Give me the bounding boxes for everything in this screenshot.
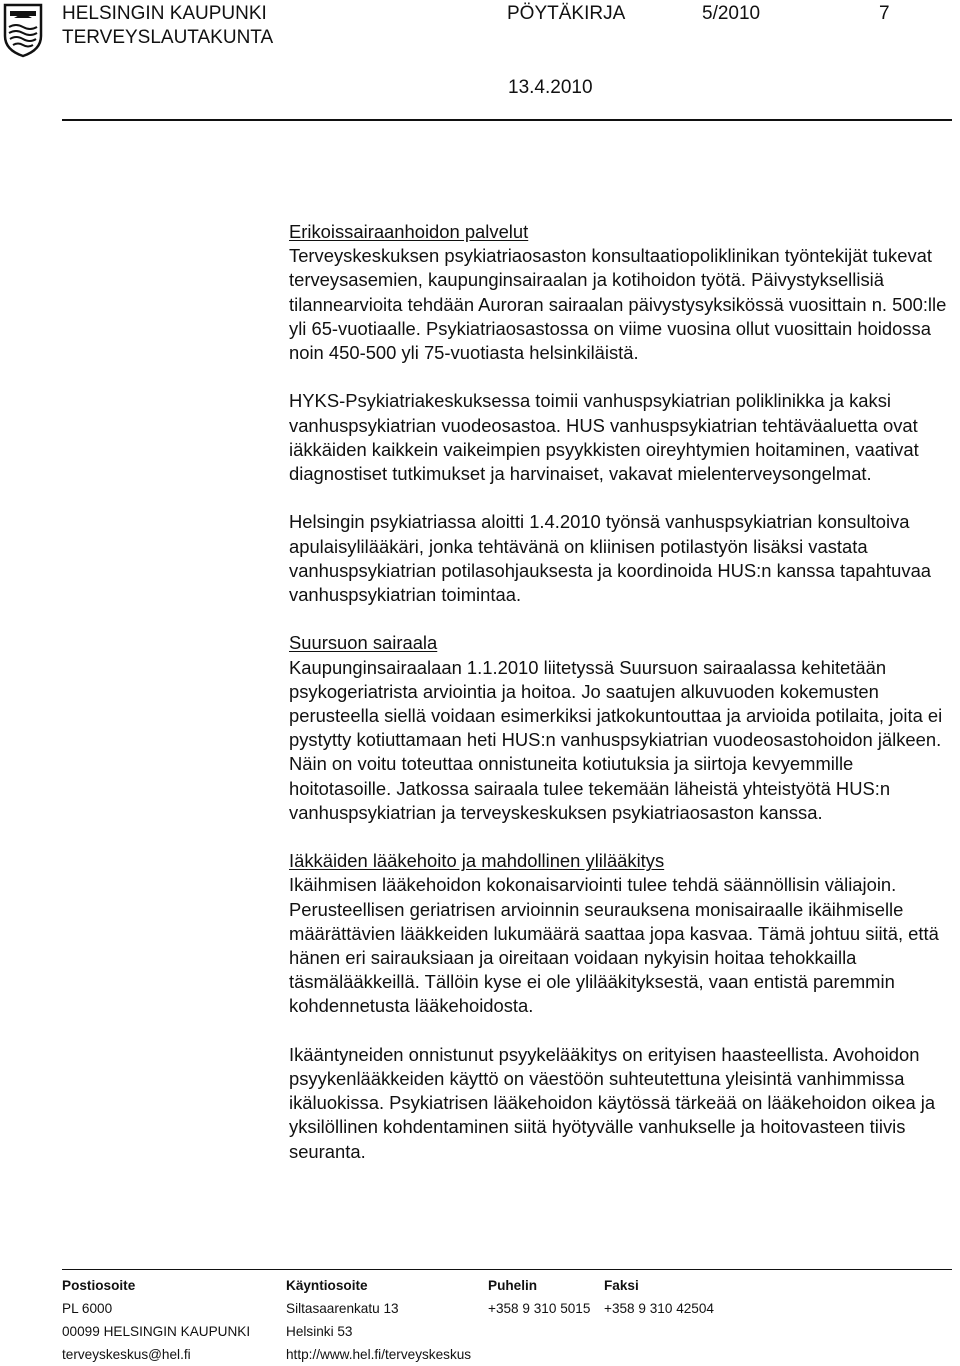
section-heading-specialist-care: Erikoissairaanhoidon palvelut (289, 221, 529, 242)
paragraph: Ikääntyneiden onnistunut psyykelääkitys on erityisen haasteellista. Avohoidon psyykenlääkkeiden käyttö on väestöön suhteutettuna yleisintä vanhimmissa ikäluokissa. Psykiatrisen lääkehoidon käytössä tärkeää on lääkehoidon oikea ja yksilöllinen kohdentaminen siitä hyötyvälle vanhukselle ja hoitovasteen tiivis seuranta. (289, 1043, 936, 1162)
paragraph: HYKS-Psykiatriakeskuksessa toimii vanhuspsykiatrian poliklinikka ja kaksi vanhuspsykiatrian vuodeosastoa. HUS vanhuspsykiatrian tehtäväaluetta ovat iäkkäiden kaikkein vaikeimpien psyykkisten oireyhtymien hoitaminen, vaativat diagnostiset tutkimukset ja harvinaiset, vakavat mielenterveysongelmat. (289, 390, 919, 485)
footer-value: PL 6000 (62, 1301, 113, 1316)
board-name: TERVEYSLAUTAKUNTA (62, 27, 274, 48)
footer-label: Postiosoite (62, 1278, 136, 1293)
footer-divider (62, 1269, 952, 1270)
section-heading-suursuo: Suursuon sairaala (289, 632, 438, 654)
paragraph: Kaupunginsairaalaan 1.1.2010 liitetyssä Suursuon sairaalassa kehitetään psykogeriatrista arviointia ja hoitoa. Jo saatujen alkuvuoden kokemusten perusteella siellä voidaan esimerkiksi jatkokuntouttaa ja arvioida potilaita, joita ei pystytty kotiuttamaan heti HUS:n vanhuspsykiatrian vuodeosastohoidon jälkeen. Näin on voitu toteuttaa onnistuneita kotiutuksia ja siirtoja kevyemmille hoitotasoille. Jatkossa sairaala tulee tekemään läheistä yhteistyötä HUS:n vanhuspsykiatrian ja terveyskeskuksen psykiatriaosaston kanssa. (289, 656, 943, 823)
page-number: 7 (879, 3, 890, 24)
footer-phone (488, 1274, 590, 1320)
footer-value: +358 9 310 5015 (488, 1301, 591, 1316)
helsinki-crest-logo (2, 2, 44, 58)
paragraph: Ikäihmisen lääkehoidon kokonaisarviointi tulee tehdä säännöllisin väliajoin. Perusteellisen geriatrisen arvioinnin seurauksena monisairaalle ikäihmiselle määrättävien lääkkeiden lukumäärä saattaa jopa kasvaa. Tämä johtuu siitä, että hänen eri sairauksiaan ja oireitaan voidaan nykyisin hoitaa tehokkailla täsmälääkkeillä. Tällöin kyse ei ole ylilääkityksestä, vaan entistä paremmin kohdennetusta lääkehoidosta. (289, 874, 939, 1017)
footer-fax (604, 1274, 714, 1320)
paragraph: Helsingin psykiatriassa aloitti 1.4.2010 työnsä vanhuspsykiatrian konsultoiva apulaisylilääkäri, jonka tehtävänä on kliinisen potilastyön lisäksi vastata vanhuspsykiatrian potilasohjauksesta ja koordinoida HUS:n kanssa tapahtuvaa vanhuspsykiatrian toimintaa. (289, 511, 932, 606)
document-body (289, 220, 954, 1164)
footer-email: terveyskeskus@hel.fi (62, 1347, 191, 1362)
header-divider (62, 119, 952, 121)
org-name: HELSINGIN KAUPUNKI (62, 3, 267, 24)
meeting-date: 13.4.2010 (508, 77, 593, 98)
document-type: PÖYTÄKIRJA (507, 3, 626, 24)
paragraph: Terveyskeskuksen psykiatriaosaston konsultaatiopoliklinikan työntekijät tukevat terveysasemien, kaupunginsairaalan ja kotihoidon työtä. Päivystyksellisiä tilannearvioita tehdään Auroran sairaalan päivystysyksikössä vuosittain n. 500:lle yli 65-vuotiaalle. Psykiatriaosastossa on viime vuosina ollut vuosittain hoidossa noin 450-500 yli 75-vuotiasta helsinkiläistä. (289, 245, 947, 364)
footer-value: Helsinki 53 (286, 1324, 353, 1339)
footer-label: Käyntiosoite (286, 1278, 368, 1293)
footer-website: http://www.hel.fi/terveyskeskus (286, 1347, 472, 1362)
footer-postal-address (62, 1274, 250, 1366)
footer-value: +358 9 310 42504 (604, 1301, 714, 1316)
footer-label: Puhelin (488, 1278, 538, 1293)
document-number: 5/2010 (702, 3, 761, 24)
footer-value: Siltasaarenkatu 13 (286, 1301, 399, 1316)
crest-icon (2, 2, 44, 58)
section-heading-medication: Iäkkäiden lääkehoito ja mahdollinen ylilääkitys (289, 850, 665, 872)
footer-label: Faksi (604, 1278, 639, 1293)
footer-value: 00099 HELSINGIN KAUPUNKI (62, 1324, 251, 1339)
footer-visiting-address (286, 1274, 471, 1366)
